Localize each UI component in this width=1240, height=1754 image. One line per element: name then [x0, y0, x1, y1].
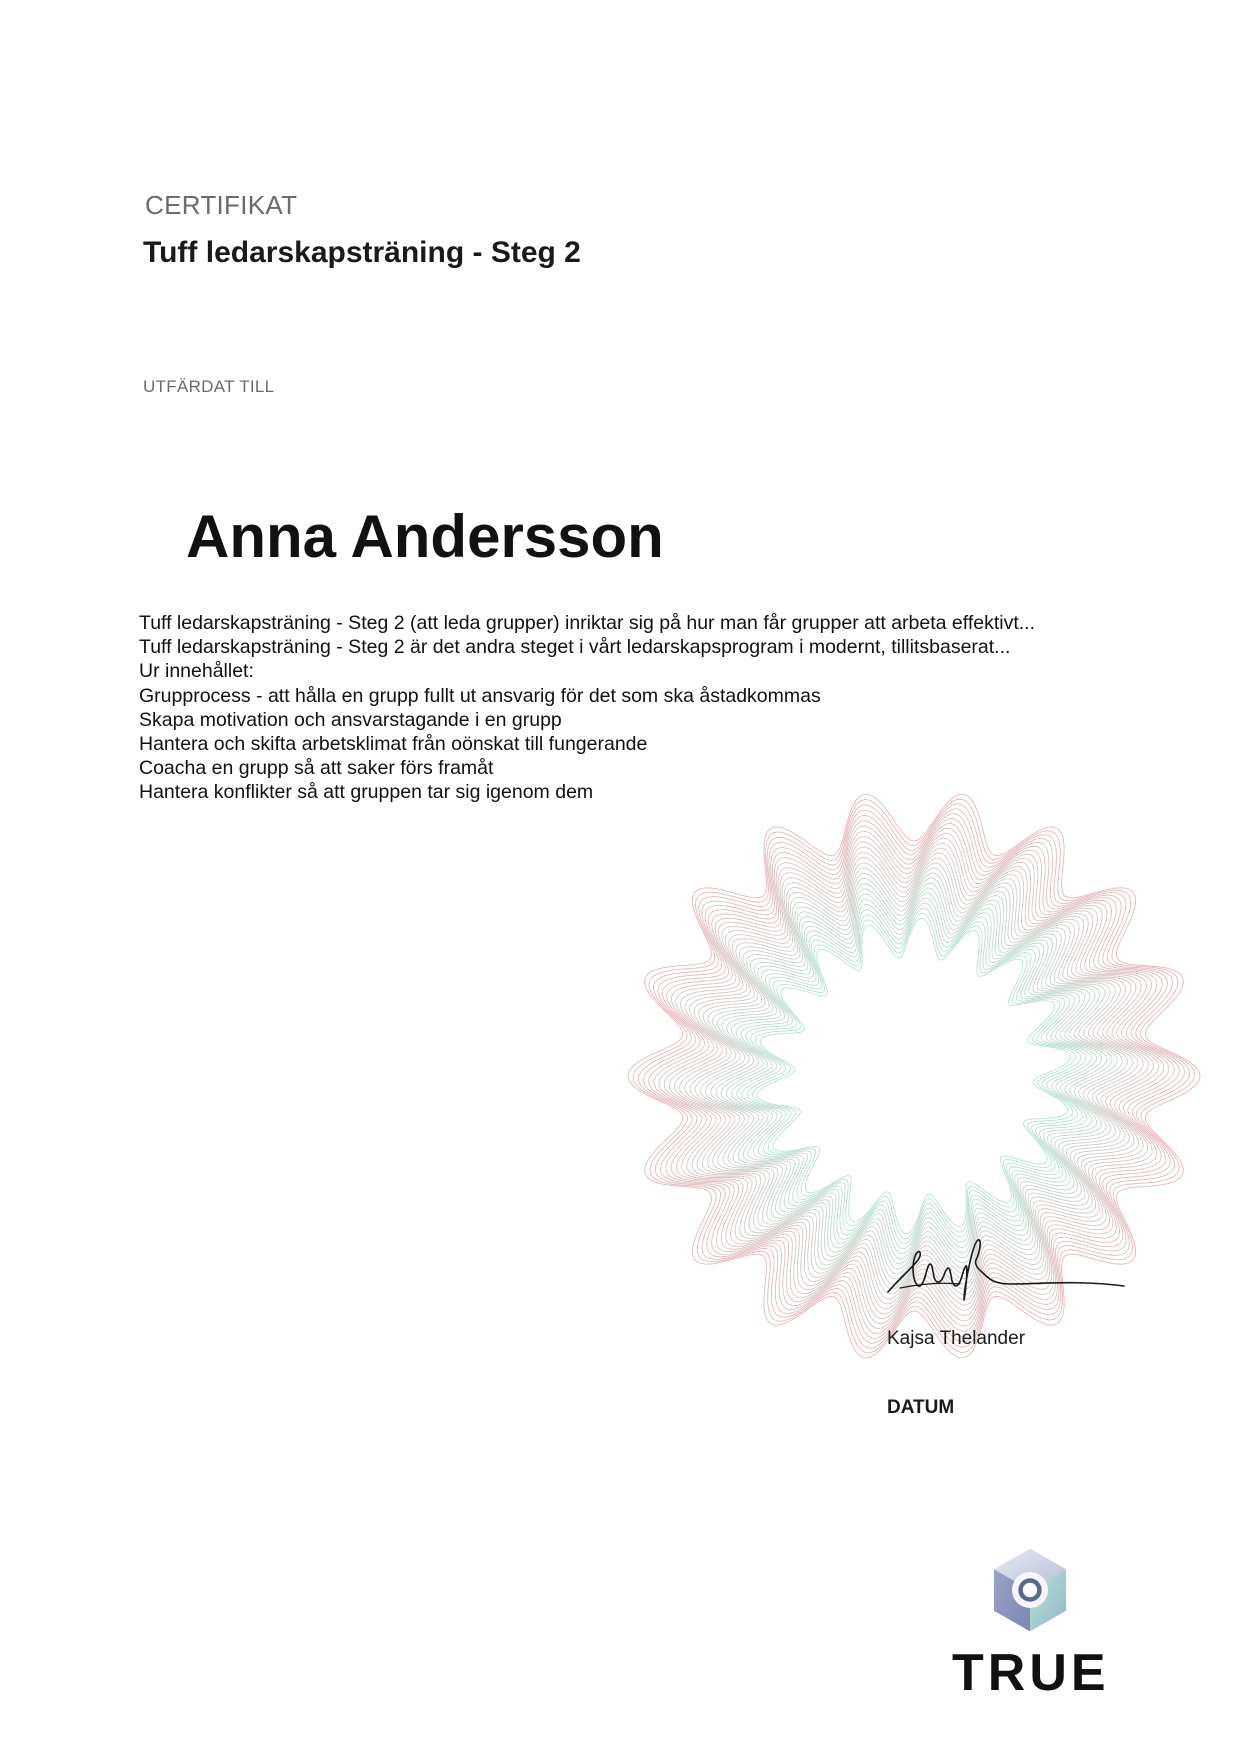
- description-line: Coacha en grupp så att saker förs framåt: [139, 757, 494, 780]
- signer-name: Kajsa Thelander: [887, 1328, 1026, 1349]
- description-line: Hantera konflikter så att gruppen tar sig igenom dem: [139, 781, 594, 804]
- certificate-label: CERTIFIKAT: [145, 190, 298, 220]
- logo-text: TRUE: [952, 1644, 1110, 1702]
- description-line: Grupprocess - att hålla en grupp fullt ut ansvarig för det som ska åstadkommas: [139, 684, 821, 707]
- description-line: Skapa motivation och ansvarstagande i en grupp: [139, 708, 562, 731]
- description-line: Tuff ledarskapsträning - Steg 2 (att leda grupper) inriktar sig på hur man får grupper att arbeta effektivt...: [139, 612, 1036, 634]
- description-line: Ur innehållet:: [139, 660, 254, 683]
- course-title: Tuff ledarskapsträning - Steg 2: [143, 236, 581, 269]
- issued-to-label: UTFÄRDAT TILL: [143, 377, 275, 396]
- description-line: Tuff ledarskapsträning - Steg 2 är det andra steget i vårt ledarskapsprogram i modernt, tillitsbaserat...: [139, 636, 1011, 659]
- recipient-name: Anna Andersson: [186, 503, 664, 570]
- description-line: Hantera och skifta arbetsklimat från oönskat till fungerande: [139, 733, 648, 756]
- signature-icon: [880, 1230, 1130, 1310]
- hexagon-logo-mark-icon: [985, 1545, 1075, 1635]
- date-label: DATUM: [887, 1397, 955, 1418]
- course-description: [139, 611, 1139, 805]
